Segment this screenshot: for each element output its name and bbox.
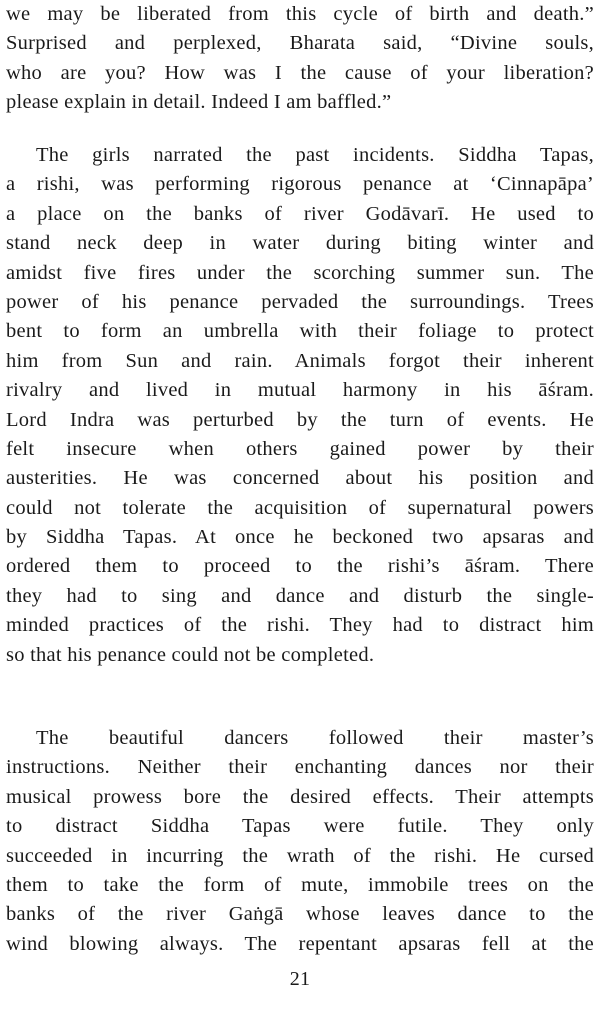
- text-line: who are you? How was I the cause of your liberation?: [6, 61, 594, 84]
- text-line: succeeded in incurring the wrath of the rishi. He cursed: [6, 844, 594, 867]
- text-line: so that his penance could not be completed.: [6, 643, 375, 666]
- text-line: Surprised and perplexed, Bharata said, “Divine souls,: [6, 32, 594, 55]
- text-line: them to take the form of mute, immobile trees on the: [6, 873, 594, 896]
- page-number: 21: [289, 968, 311, 990]
- text-line: bent to form an umbrella with their foliage to protect: [6, 320, 594, 343]
- text-line: him from Sun and rain. Animals forgot their inherent: [6, 349, 594, 372]
- text-line: wind blowing always. The repentant apsaras fell at the: [6, 932, 594, 955]
- text-line: amidst five fires under the scorching summer sun. The: [6, 261, 594, 284]
- text-line: power of his penance pervaded the surroundings. Trees: [6, 290, 594, 313]
- book-page: [6, 0, 594, 1014]
- text-line: could not tolerate the acquisition of supernatural powers: [6, 496, 594, 519]
- text-line: musical prowess bore the desired effects. Their attempts: [6, 785, 594, 808]
- text-line: a place on the banks of river Godāvarī. He used to: [6, 202, 594, 225]
- text-line: please explain in detail. Indeed I am baffled.”: [6, 91, 392, 114]
- text-line: Lord Indra was perturbed by the turn of events. He: [6, 408, 594, 431]
- text-line: austerities. He was concerned about his position and: [6, 467, 594, 490]
- text-line: a rishi, was performing rigorous penance at ‘Cinnapāpa’: [6, 173, 594, 196]
- paragraph-2: [6, 141, 594, 670]
- text-line: banks of the river Gaṅgā whose leaves dance to the: [6, 903, 594, 926]
- text-line: they had to sing and dance and disturb the single-: [6, 584, 594, 607]
- text-line: The beautiful dancers followed their master’s: [36, 727, 594, 749]
- text-line: we may be liberated from this cycle of birth and death.”: [6, 3, 594, 25]
- text-line: instructions. Neither their enchanting dances nor their: [6, 756, 594, 779]
- paragraph-1: [6, 0, 594, 118]
- text-line: stand neck deep in water during biting winter and: [6, 232, 594, 255]
- text-line: minded practices of the rishi. They had to distract him: [6, 614, 594, 637]
- text-line: by Siddha Tapas. At once he beckoned two apsaras and: [6, 526, 594, 549]
- text-line: ordered them to proceed to the rishi’s āśram. There: [6, 555, 594, 578]
- paragraph-3: [6, 724, 594, 959]
- text-line: rivalry and lived in mutual harmony in his āśram.: [6, 379, 594, 402]
- text-line: felt insecure when others gained power by their: [6, 437, 594, 460]
- text-line: The girls narrated the past incidents. Siddha Tapas,: [36, 144, 594, 166]
- text-line: to distract Siddha Tapas were futile. They only: [6, 815, 594, 838]
